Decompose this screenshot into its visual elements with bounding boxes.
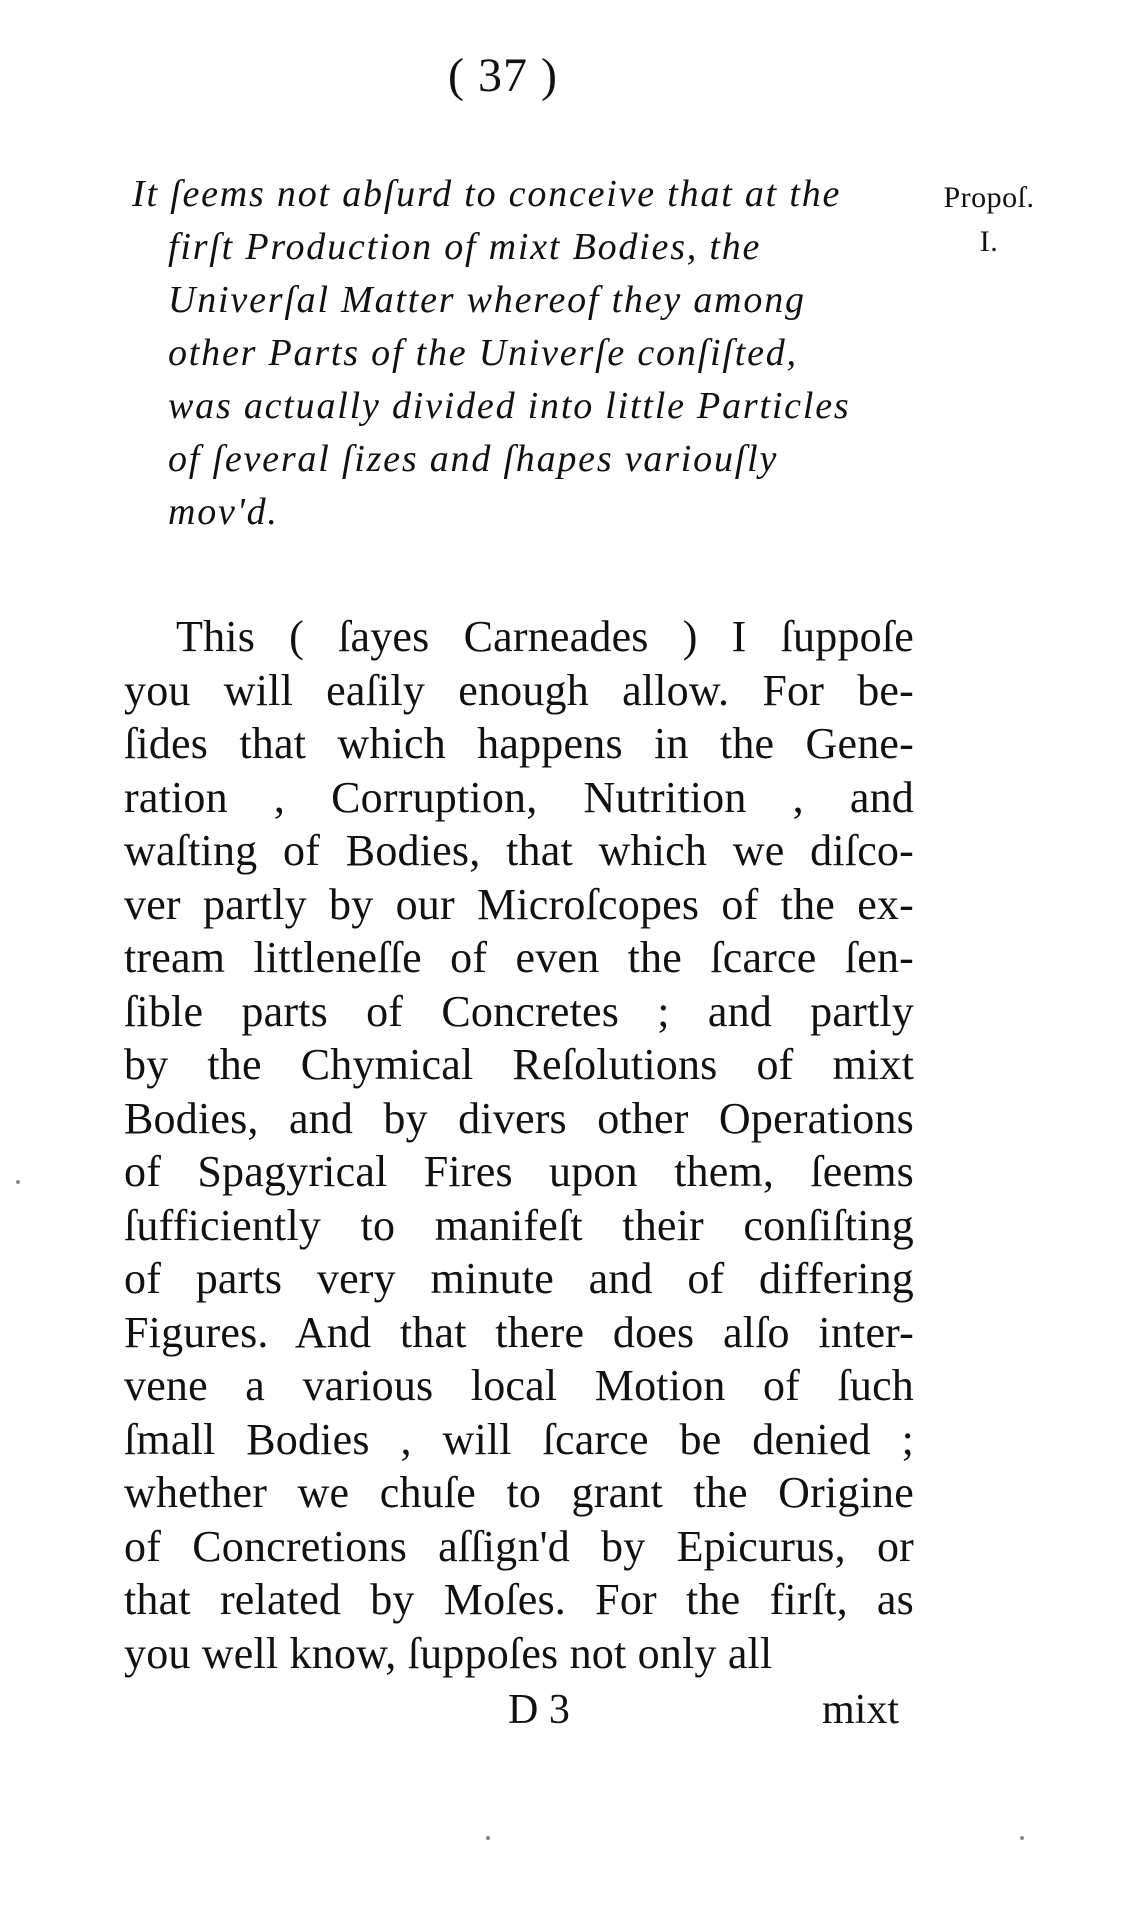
margin-note-number: I. [979, 225, 999, 258]
proposition-line: firſt Production of mixt Bodies, the [168, 226, 762, 268]
paper-speck [486, 1836, 490, 1840]
proposition-line: mov'd. [168, 491, 279, 533]
body-line: of Spagyrical Fires upon them, ſeems [124, 1147, 914, 1196]
body-paragraph [124, 610, 914, 1680]
margin-note-label: Propoſ. [943, 181, 1035, 214]
body-line: ſmall Bodies , will ſcarce be denied ; [124, 1414, 914, 1464]
catchword: mixt [822, 1687, 900, 1733]
body-line: ſides that which happens in the Gene- [124, 719, 914, 768]
body-line: tream littleneſſe of even the ſcarce ſen- [124, 933, 914, 982]
body-line: of parts very minute and of differing [124, 1254, 914, 1303]
proposition-line: other Parts of the Univerſe conſiſted, [168, 332, 798, 374]
body-line: vene a various local Motion of ſuch [124, 1361, 914, 1410]
paper-speck [16, 1180, 20, 1184]
proposition-line: Univerſal Matter whereof they among [168, 279, 806, 321]
paper-speck [1020, 1836, 1024, 1840]
body-line: This ( ſayes Carneades ) I ſuppoſe [176, 612, 914, 661]
proposition-line: of ſeveral ſizes and ſhapes variouſly [168, 438, 779, 480]
body-line: waſting of Bodies, that which we diſco- [124, 826, 914, 875]
body-line: you well know, ſuppoſes not only all [124, 1628, 773, 1678]
body-line: you will eaſily enough allow. For be- [124, 665, 914, 715]
body-line: ration , Corruption, Nutrition , and [124, 772, 914, 822]
body-line: whether we chuſe to grant the Origine [124, 1468, 914, 1517]
body-line: that related by Moſes. For the firſt, as [124, 1575, 914, 1624]
signature-mark: D 3 [508, 1687, 570, 1733]
body-line: Figures. And that there does alſo inter- [124, 1307, 914, 1357]
body-line: ver partly by our Microſcopes of the ex- [124, 879, 914, 929]
page-number: ( 37 ) [448, 49, 558, 102]
proposition-line: was actually divided into little Particles [168, 385, 851, 427]
body-line: ſible parts of Concretes ; and partly [124, 986, 914, 1036]
body-line: ſufficiently to manifeſt their conſiſting [124, 1200, 914, 1250]
margin-note [924, 176, 1054, 264]
body-line: by the Chymical Reſolutions of mixt [124, 1040, 914, 1089]
body-line: Bodies, and by divers other Operations [124, 1093, 914, 1143]
proposition-line: It ſeems not abſurd to conceive that at the [132, 173, 842, 215]
proposition-text [132, 168, 912, 539]
body-line: of Concretions aſſign'd by Epicurus, or [124, 1521, 914, 1571]
